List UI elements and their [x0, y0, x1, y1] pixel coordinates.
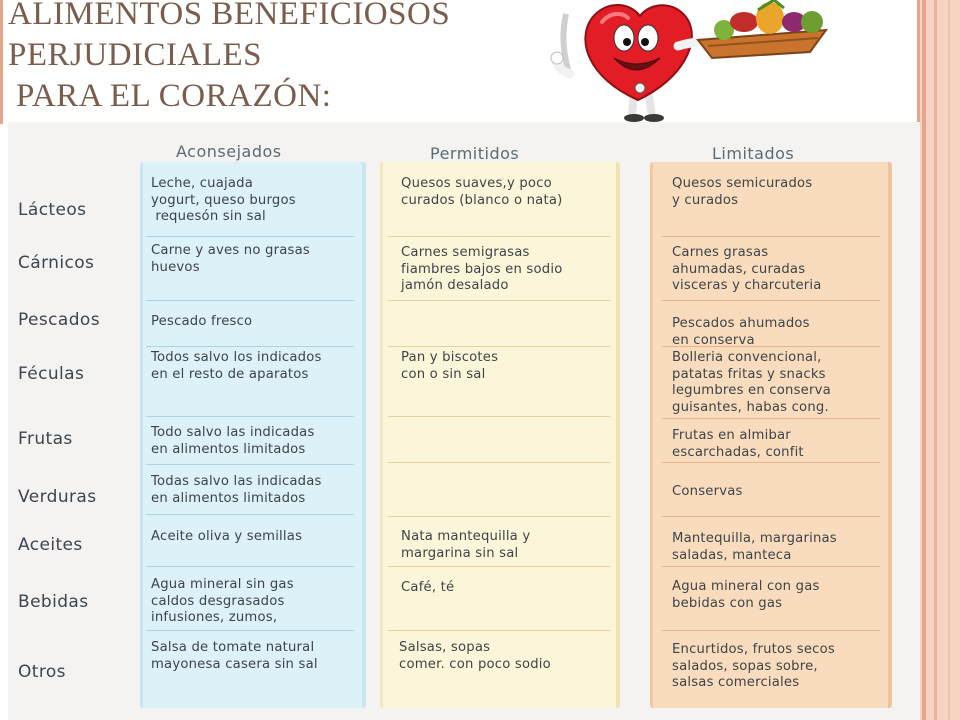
row-separator: [662, 300, 880, 301]
cell-permitidos-feculas: Pan y biscotes con o sin sal: [401, 350, 499, 382]
left-accent-rule: [0, 0, 3, 124]
cell-aconsejados-bebidas: Agua mineral sin gas caldos desgrasados infusiones, zumos,: [151, 577, 294, 625]
cell-limitados-otros: Encurtidos, frutos secos salados, sopas sobre, salsas comerciales: [672, 642, 835, 690]
cell-limitados-carnicos: Carnes grasas ahumadas, curadas visceras y charcuteria: [672, 245, 822, 293]
cell-aconsejados-lacteos: Leche, cuajada yogurt, queso burgos requesón sin sal: [151, 176, 296, 224]
cell-permitidos-otros: Salsas, sopas comer. con poco sodio: [399, 640, 551, 672]
row-separator: [388, 236, 610, 237]
title-line-1: ALIMENTOS BENEFICIOSOS: [8, 0, 451, 32]
category-carnicos: Cárnicos: [18, 253, 95, 273]
category-feculas: Féculas: [18, 364, 85, 384]
row-separator: [388, 630, 610, 631]
category-verduras: Verduras: [18, 487, 97, 507]
cell-permitidos-aceites: Nata mantequilla y margarina sin sal: [401, 529, 531, 561]
row-separator: [146, 416, 354, 417]
cell-aconsejados-pescados: Pescado fresco: [151, 314, 253, 329]
cell-limitados-lacteos: Quesos semicurados y curados: [672, 176, 813, 208]
row-separator: [146, 464, 354, 465]
row-separator: [146, 300, 354, 301]
row-separator: [146, 566, 354, 567]
row-separator: [662, 566, 880, 567]
cell-permitidos-bebidas: Café, té: [401, 580, 455, 595]
header-limitados: Limitados: [712, 144, 795, 163]
cell-permitidos-lacteos: Quesos suaves,y poco curados (blanco o nata): [401, 176, 563, 208]
cell-aconsejados-verduras: Todas salvo las indicadas en alimentos limitados: [151, 474, 322, 506]
category-frutas: Frutas: [18, 429, 73, 449]
title-line-2: PERJUDICIALES: [8, 37, 263, 73]
category-pescados: Pescados: [18, 310, 100, 330]
column-permitidos-bg: [380, 162, 620, 708]
heart-mascot-illustration: [548, 0, 838, 122]
row-separator: [388, 462, 610, 463]
row-separator: [662, 418, 880, 419]
cell-aconsejados-aceites: Aceite oliva y semillas: [151, 529, 303, 544]
title-line-3: PARA EL CORAZÓN:: [16, 78, 332, 114]
category-lacteos: Lácteos: [18, 200, 87, 220]
row-separator: [146, 630, 354, 631]
cell-permitidos-carnicos: Carnes semigrasas fiambres bajos en sodio jamón desalado: [401, 245, 563, 293]
cell-limitados-verduras: Conservas: [672, 484, 743, 499]
row-separator: [146, 514, 354, 515]
category-otros: Otros: [18, 662, 66, 682]
cell-aconsejados-carnicos: Carne y aves no grasas huevos: [151, 243, 310, 275]
row-separator: [388, 416, 610, 417]
row-separator: [388, 346, 610, 347]
cell-limitados-aceites: Mantequilla, margarinas saladas, manteca: [672, 531, 837, 563]
cell-limitados-pescados: Pescados ahumados en conserva: [672, 316, 810, 348]
row-separator: [662, 630, 880, 631]
category-aceites: Aceites: [18, 535, 83, 555]
cell-aconsejados-otros: Salsa de tomate natural mayonesa casera sin sal: [151, 640, 318, 672]
cell-aconsejados-frutas: Todo salvo las indicadas en alimentos limitados: [151, 425, 315, 457]
cell-limitados-frutas: Frutas en almibar escarchadas, confit: [672, 428, 804, 460]
row-separator: [662, 516, 880, 517]
row-separator: [388, 516, 610, 517]
header-aconsejados: Aconsejados: [176, 142, 282, 161]
cell-aconsejados-feculas: Todos salvo los indicados en el resto de aparatos: [151, 350, 322, 382]
header-permitidos: Permitidos: [430, 144, 520, 163]
row-separator: [388, 566, 610, 567]
row-separator: [662, 236, 880, 237]
row-separator: [388, 300, 610, 301]
right-decorative-band: [920, 0, 960, 720]
row-separator: [146, 346, 354, 347]
slide-title: [8, 0, 450, 117]
cell-limitados-bebidas: Agua mineral con gas bebidas con gas: [672, 579, 820, 611]
row-separator: [146, 236, 354, 237]
cell-limitados-feculas: Bolleria convencional, patatas fritas y snacks legumbres en conserva guisantes, habas cong.: [672, 350, 831, 415]
category-bebidas: Bebidas: [18, 592, 89, 612]
row-separator: [662, 462, 880, 463]
